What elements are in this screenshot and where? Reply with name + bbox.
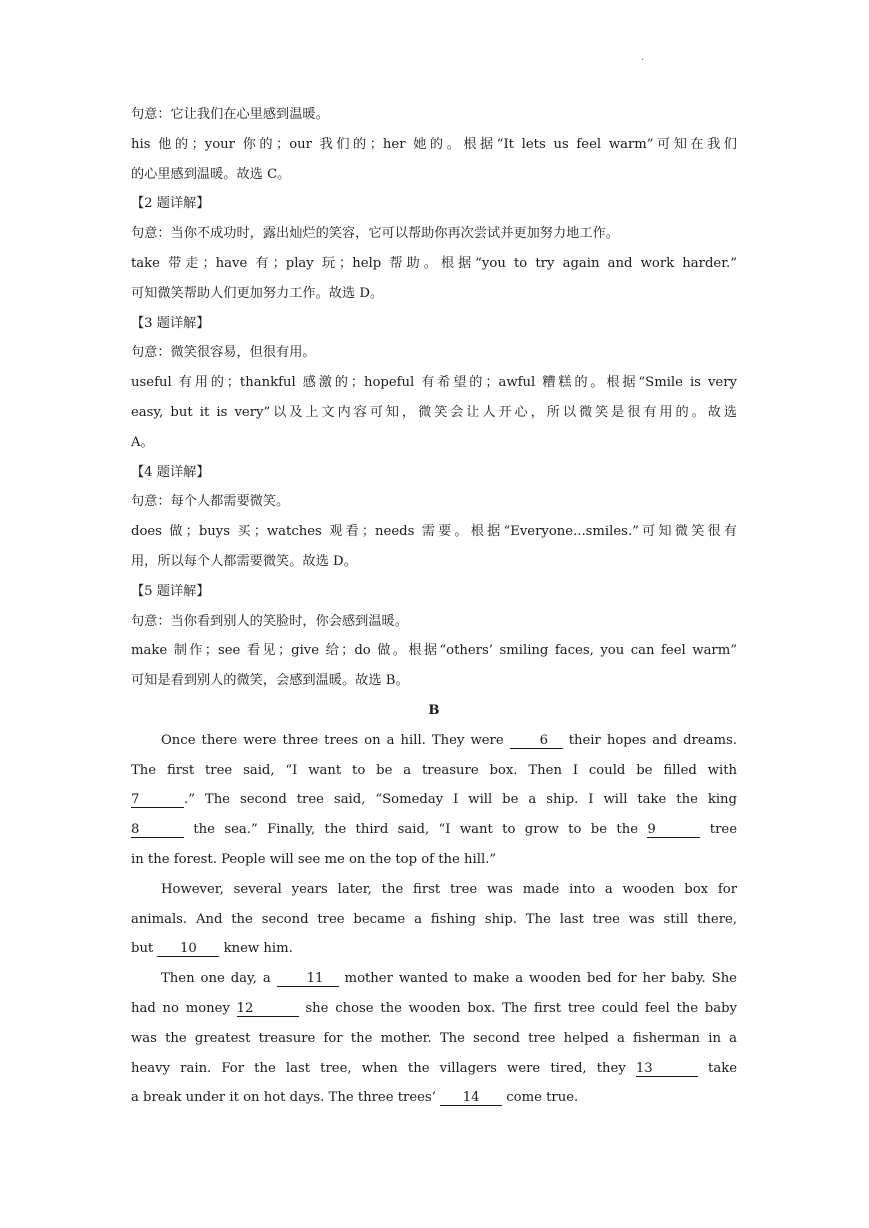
passage-text: .” The second tree said, “Someday I will be a ship. I will take the king — [184, 792, 737, 808]
passage-text: their hopes and dreams. — [562, 732, 737, 748]
explanation-line: 的心里感到温暖。故选 C。 — [131, 166, 291, 182]
passage-line: was the greatest treasure for the mother. The second tree helped a fisherman in a — [131, 1030, 737, 1046]
explanation-line: 句意：当你不成功时，露出灿烂的笑容，它可以帮助你再次尝试并更加努力地工作。 — [131, 226, 619, 242]
passage-line — [131, 994, 737, 1024]
explanation-line: 用，所以每个人都需要微笑。故选 D。 — [131, 553, 357, 569]
explanation-line: easy, but it is very”以及上文内容可知，微笑会让人开心，所以微笑是很有用的。故选 — [131, 404, 737, 420]
passage-text: Once there were three trees on a hill. They were — [161, 732, 510, 748]
blank-9: 9 — [647, 822, 700, 838]
explanation-line: 句意：每个人都需要微笑。 — [131, 494, 290, 510]
explanation-line: 可知是看到别人的微笑，会感到温暖。故选 B。 — [131, 673, 409, 689]
question-heading: 【5 题详解】 — [131, 583, 210, 599]
blank-11: 11 — [277, 971, 339, 987]
passage-text: a break under it on hot days. The three trees’ — [131, 1090, 441, 1106]
explanation-line: make 制作；see 看见；give 给；do 做。根据“others’ smiling faces, you can feel warm” — [131, 643, 737, 659]
passage-text: knew him. — [219, 941, 293, 957]
explanation-line: useful 有用的；thankful 感激的；hopeful 有希望的；awful 糟糕的。根据“Smile is very — [131, 375, 737, 391]
blank-12: 12 — [237, 1001, 299, 1017]
passage-line: However, several years later, the first tree was made into a wooden box for — [161, 881, 737, 897]
passage-line — [131, 934, 737, 964]
passage-text: mother wanted to make a wooden bed for her baby. She — [338, 971, 737, 987]
passage-line — [131, 815, 737, 845]
question-heading: 【2 题详解】 — [131, 196, 210, 212]
passage-line — [131, 1054, 737, 1084]
passage-text: the sea.” Finally, the third said, “I want to grow to be the — [184, 822, 648, 838]
passage-line: animals. And the second tree became a fishing ship. The last tree was still there, — [131, 911, 737, 927]
explanation-line: A。 — [131, 434, 154, 450]
explanation-line: 可知微笑帮助人们更加努力工作。故选 D。 — [131, 285, 384, 301]
passage-line: The first tree said, “I want to be a treasure box. Then I could be filled with — [131, 762, 737, 778]
explanation-line: 句意：微笑很容易，但很有用。 — [131, 345, 316, 361]
passage-text: had no money — [131, 1000, 237, 1016]
explanation-line: his 他的；your 你的；our 我们的；her 她的。根据“It lets us feel warm”可知在我们 — [131, 136, 737, 152]
passage-text: come true. — [502, 1090, 579, 1106]
question-heading: 【4 题详解】 — [131, 464, 210, 480]
blank-7: 7 — [131, 792, 184, 808]
passage-line — [131, 964, 737, 994]
explanation-line: 句意：它让我们在心里感到温暖。 — [131, 107, 329, 122]
blank-6: 6 — [510, 733, 563, 749]
passage-text: heavy rain. For the last tree, when the villagers were tired, they — [131, 1060, 636, 1076]
passage-text: she chose the wooden box. The first tree could feel the baby — [298, 1000, 737, 1016]
blank-8: 8 — [131, 822, 184, 838]
blank-13: 13 — [636, 1061, 698, 1077]
passage-text: take — [697, 1060, 737, 1076]
blank-10: 10 — [157, 941, 219, 957]
explanation-line: 句意：当你看到别人的笑脸时，你会感到温暖。 — [131, 613, 408, 629]
section-heading: B — [428, 702, 440, 718]
passage-line — [131, 785, 737, 815]
explanation-line: take 带走；have 有；play 玩；help 帮助。根据“you to try again and work harder.” — [131, 255, 737, 271]
passage-text: but — [131, 941, 158, 957]
question-heading: 【3 题详解】 — [131, 315, 210, 331]
header-mark: . — [641, 52, 645, 63]
passage-line — [131, 726, 737, 756]
passage-line — [131, 1083, 737, 1113]
explanation-line: does 做；buys 买；watches 观看；needs 需要。根据“Everyone...smiles.”可知微笑很有 — [131, 524, 737, 540]
passage-line: in the forest. People will see me on the top of the hill.” — [131, 851, 497, 867]
blank-14: 14 — [440, 1090, 502, 1106]
passage-text: Then one day, a — [161, 971, 277, 987]
page-content — [131, 100, 737, 1113]
passage-text: tree — [700, 822, 737, 838]
